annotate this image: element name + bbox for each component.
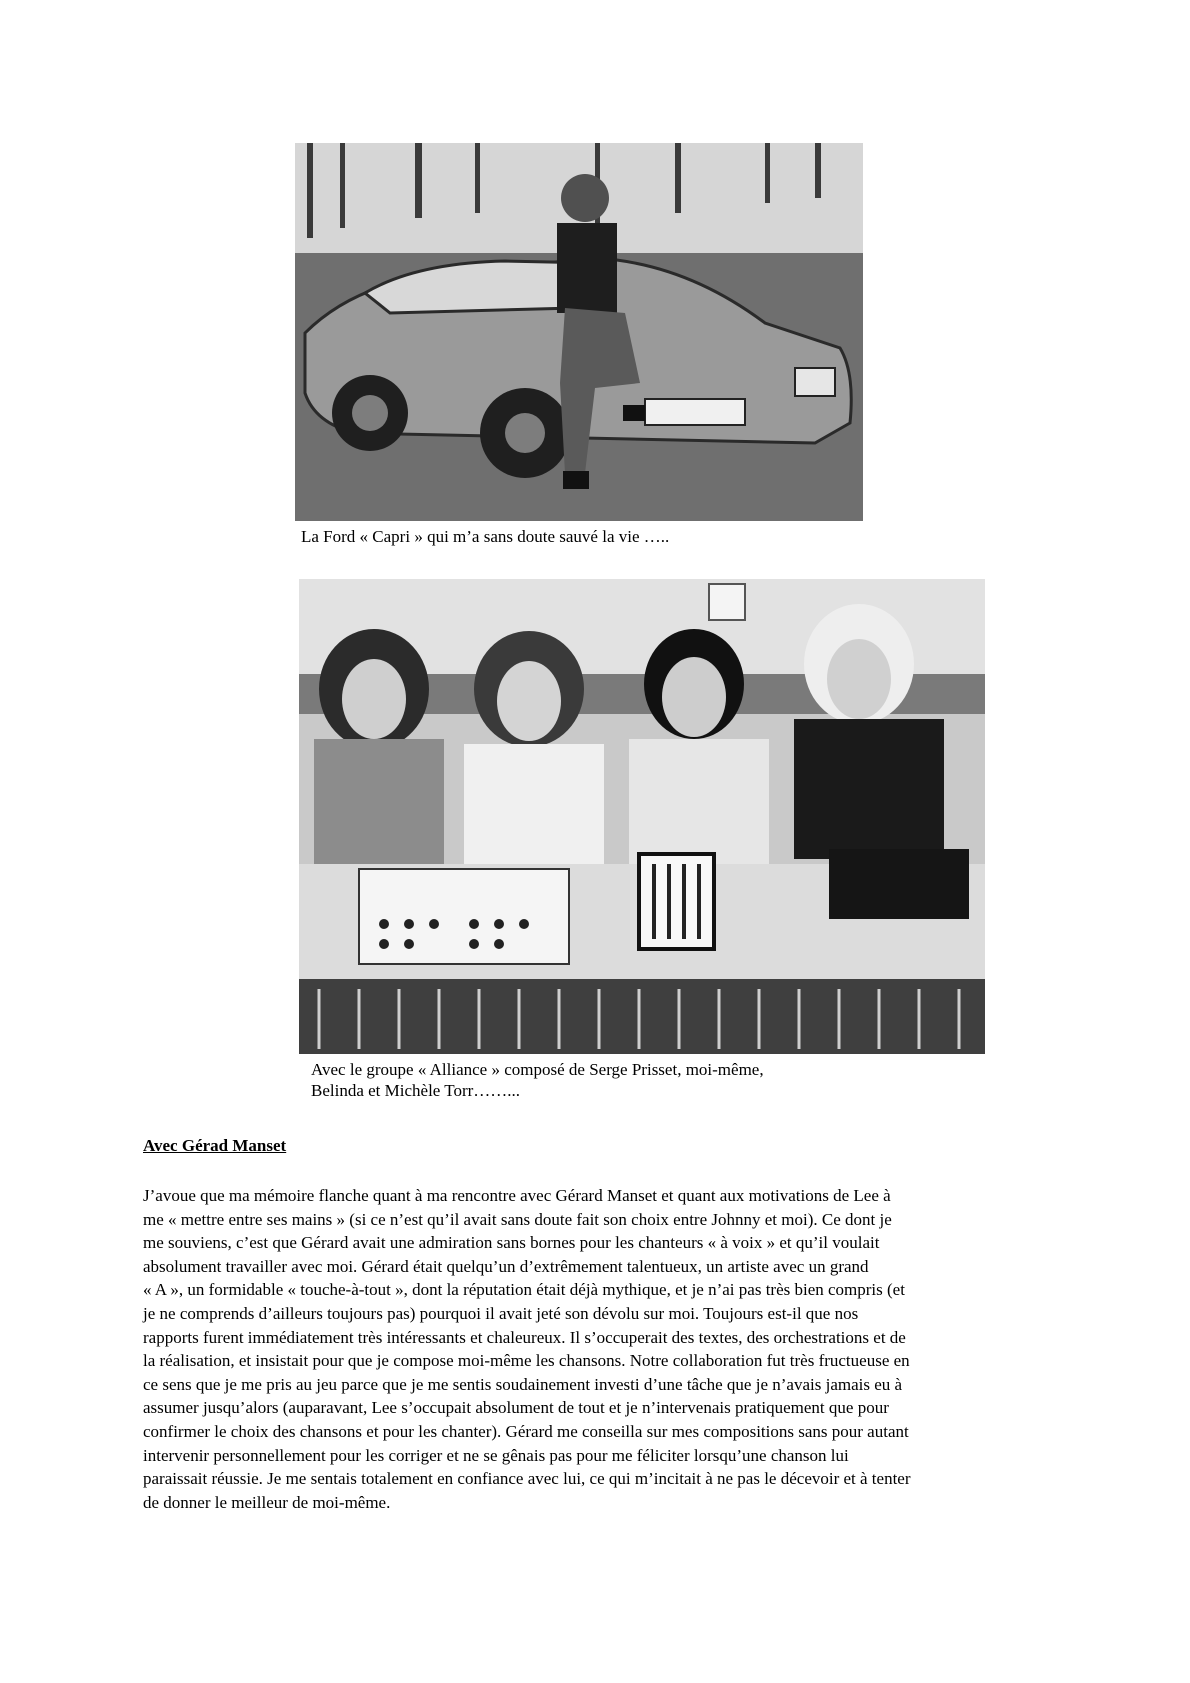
alliance-group-caption xyxy=(311,1059,931,1101)
ford-capri-caption: La Ford « Capri » qui m’a sans doute sauvé la vie ….. xyxy=(301,527,670,546)
paragraph-line: confirmer le choix des chansons et pour les chanter). Gérard me conseilla sur mes compositions sans pour autant xyxy=(143,1421,909,1441)
paragraph-line: de donner le meilleur de moi-même. xyxy=(143,1492,391,1512)
paragraph-line: rapports furent immédiatement très intéressants et chaleureux. Il s’occuperait des textes, des orchestrations et de xyxy=(143,1327,906,1347)
paragraph-line: absolument travailler avec moi. Gérard était quelqu’un d’extrêmement talentueux, un artiste avec un grand xyxy=(143,1256,869,1276)
alliance-group-illustration xyxy=(299,579,985,1054)
ford-capri-photo xyxy=(295,143,863,521)
alliance-group-photo xyxy=(299,579,985,1054)
paragraph-line: me souviens, c’est que Gérard avait une admiration sans bornes pour les chanteurs « à voix » et qu’il voulait xyxy=(143,1233,880,1253)
ford-capri-illustration xyxy=(295,143,863,521)
paragraph-line: me « mettre entre ses mains » (si ce n’est qu’il avait sans doute fait son choix entre Johnny et moi). Ce dont je xyxy=(143,1209,892,1229)
paragraph-line: « A », un formidable « touche-à-tout », dont la réputation était déjà mythique, et je n’ai pas très bien compris (et xyxy=(143,1280,905,1300)
paragraph-line: assumer jusqu’alors (auparavant, Lee s’occupait absolument de tout et je n’intervenais pratiquement que pour xyxy=(143,1398,889,1418)
paragraph-line: je ne comprends d’ailleurs toujours pas) pourquoi il avait jeté son dévolu sur moi. Toujours est-il que nos xyxy=(143,1303,859,1323)
caption-line: Avec le groupe « Alliance » composé de Serge Prisset, moi-même, xyxy=(311,1060,764,1079)
paragraph-line: paraissait réussie. Je me sentais totalement en confiance avec lui, ce qui m’incitait à ne pas le décevoir et à tenter xyxy=(143,1469,911,1489)
caption-line: Belinda et Michèle Torr……... xyxy=(311,1081,521,1100)
paragraph-line: intervenir personnellement pour les corriger et ne se gênais pas pour me féliciter lorsqu’une chanson lui xyxy=(143,1445,849,1465)
body-paragraph xyxy=(143,1184,1063,1514)
paragraph-line: J’avoue que ma mémoire flanche quant à ma rencontre avec Gérard Manset et quant aux motivations de Lee à xyxy=(143,1186,891,1205)
section-heading: Avec Gérad Manset xyxy=(143,1136,287,1155)
paragraph-line: la réalisation, et insistait pour que je compose moi-même les chansons. Notre collaboration fut très fructueuse en xyxy=(143,1351,910,1371)
paragraph-line: ce sens que je me pris au jeu parce que je me sentis soudainement investi d’une tâche que je n’avais jamais eu à xyxy=(143,1374,903,1394)
